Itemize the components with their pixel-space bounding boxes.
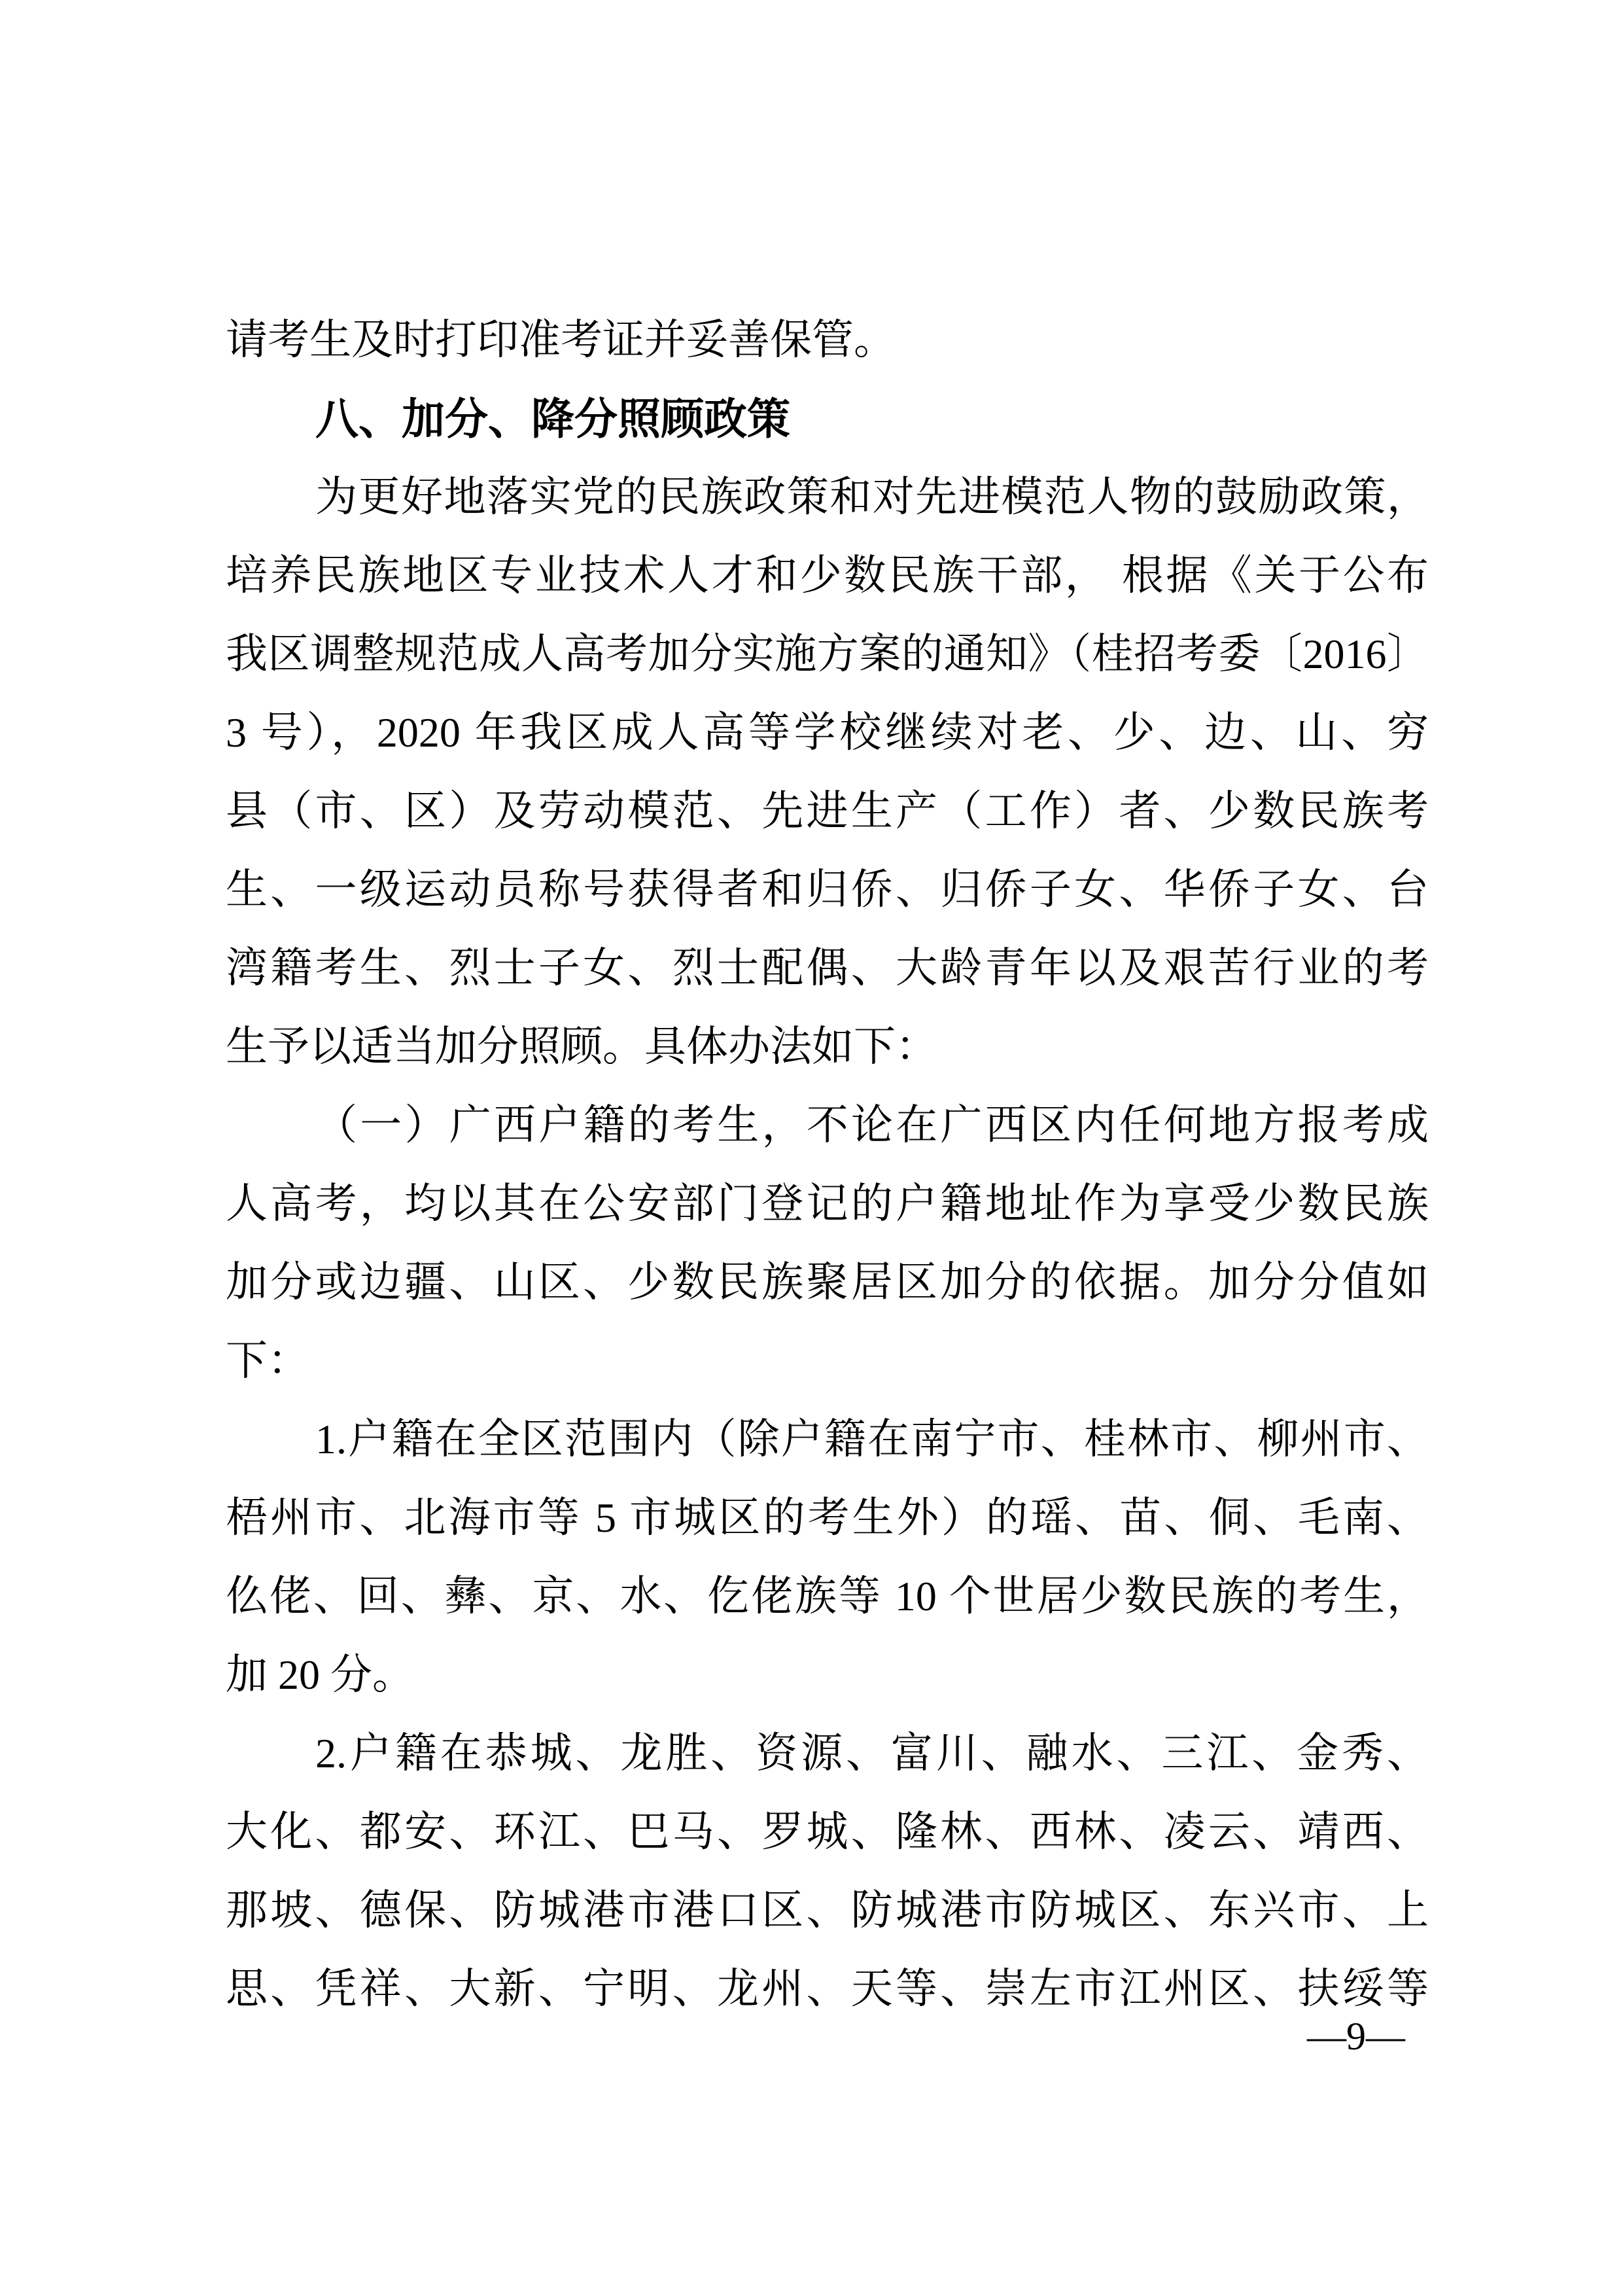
text-line: 人高考，均以其在公安部门登记的户籍地址作为享受少数民族 [226,1180,1429,1227]
text-line: 为更好地落实党的民族政策和对先进模范人物的鼓励政策， [315,474,1429,520]
text-line: 县（市、区）及劳动模范、先进生产（工作）者、少数民族考 [226,788,1429,834]
text-line: 我区调整规范成人高考加分实施方案的通知》（桂招考委〔2016〕 [226,631,1429,677]
page-number: —9— [1307,2015,1405,2058]
text-line: 请考生及时打印准考证并妥善保管。 [226,317,896,363]
text-line: 3 号），2020 年我区成人高等学校继续对老、少、边、山、穷 [226,709,1429,756]
text-line: 仫佬、回、彝、京、水、仡佬族等 10 个世居少数民族的考生， [226,1573,1429,1619]
text-line: 生予以适当加分照顾。具体办法如下： [226,1023,937,1070]
text-line: 加分或边疆、山区、少数民族聚居区加分的依据。加分分值如 [226,1259,1429,1305]
text-line: 湾籍考生、烈士子女、烈士配偶、大龄青年以及艰苦行业的考 [226,945,1429,991]
text-line: 生、一级运动员称号获得者和归侨、归侨子女、华侨子女、台 [226,866,1429,913]
text-line: 1.户籍在全区范围内（除户籍在南宁市、桂林市、柳州市、 [315,1416,1429,1462]
text-line: 加 20 分。 [226,1651,414,1698]
section-heading: 八、加分、降分照顾政策 [315,395,790,443]
text-line: 大化、都安、环江、巴马、罗城、隆林、西林、凌云、靖西、 [226,1809,1429,1855]
document-body [226,301,1429,2028]
text-line: 梧州市、北海市等 5 市城区的考生外）的瑶、苗、侗、毛南、 [226,1494,1429,1541]
text-line: 培养民族地区专业技术人才和少数民族干部， 根据《关于公布 [226,552,1429,599]
text-line: （一）广西户籍的考生，不论在广西区内任何地方报考成 [315,1102,1429,1148]
text-line: 思、凭祥、大新、宁明、龙州、天等、崇左市江州区、扶绥等 [226,1966,1429,2012]
text-line: 那坡、德保、防城港市港口区、防城港市防城区、东兴市、上 [226,1887,1429,1934]
text-line: 下： [226,1337,309,1384]
text-line: 2.户籍在恭城、龙胜、资源、富川、融水、三江、金秀、 [315,1730,1429,1776]
